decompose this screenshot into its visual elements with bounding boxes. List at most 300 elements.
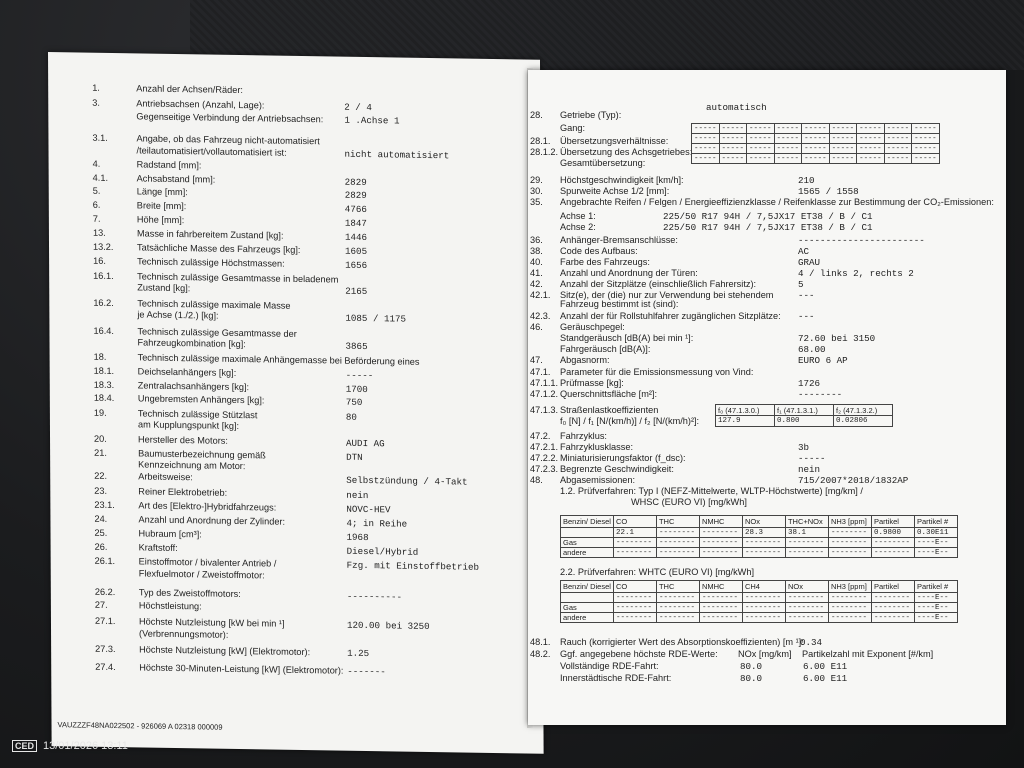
field-number: 27.3. [95, 643, 116, 655]
field-value: 1968 [346, 531, 369, 544]
table-cell: ----- [747, 124, 775, 134]
field-number: 18. [93, 351, 107, 362]
field-number: 3. [92, 97, 100, 108]
field-label: Rauch (korrigierter Wert des Absorptionskoeffizienten) [m ¹]: [560, 637, 804, 647]
table-cell: ----- [802, 144, 830, 154]
field-label: Achsabstand [mm]: [136, 173, 216, 185]
emission-header: CO [613, 516, 656, 528]
field-number: 27.4. [95, 661, 116, 673]
emission-table-whtc [560, 580, 958, 623]
emission-cell: ----E-- [914, 593, 957, 603]
field-value: 1.25 [347, 647, 370, 660]
field-label: Technisch zulässige Höchstmassen: [137, 256, 285, 269]
emission-cell: -------- [828, 603, 871, 613]
table-cell: ----- [692, 134, 720, 144]
field-label: 1.2. Prüfverfahren: Typ I (NEFZ-Mittelwerte, WLTP-Höchstwerte) [mg/km] / [560, 486, 863, 496]
field-label: Ungebremsten Anhängers [kg]: [137, 393, 265, 406]
emission-header: Partikel # [914, 581, 957, 593]
field-number: 36. [530, 235, 543, 245]
emission-cell: -------- [656, 593, 699, 603]
table-cell: ----- [802, 154, 830, 164]
field-label: Prüfmasse [kg]: [560, 378, 624, 388]
field-number: 38. [530, 246, 543, 256]
field-label: Achse 2: [560, 222, 596, 232]
field-value: 1847 [344, 217, 367, 230]
field-label: Code des Aufbaus: [560, 246, 638, 256]
emission-cell: -------- [785, 538, 828, 548]
field-number: 48. [530, 475, 543, 485]
document-footer-id: VAUZZZF48NA022502 - 926069 A 02318 000009 [57, 720, 223, 732]
table-cell: ----- [912, 134, 940, 144]
table-cell: ----- [692, 144, 720, 154]
field-label: Masse in fahrbereitem Zustand [kg]: [136, 228, 284, 241]
field-value: --- [798, 290, 815, 301]
table-cell: ----- [912, 124, 940, 134]
field-value: 4766 [344, 203, 367, 216]
field-label: Technisch zulässige Gesamtmasse in beladenem [137, 271, 339, 285]
field-label: Abgasemissionen: [560, 475, 636, 485]
field-label: Abgasnorm: [560, 355, 610, 365]
field-label: Hersteller des Motors: [137, 434, 228, 446]
field-label: Höchste Nutzleistung [kW bei min ¹] [138, 616, 285, 629]
table-cell: ----- [774, 154, 802, 164]
field-value: ----- [345, 369, 374, 382]
field-label: Antriebsachsen (Anzahl, Lage): [136, 98, 265, 111]
road-load-coefficient-table [715, 404, 893, 427]
emission-cell: andere [561, 613, 614, 623]
field-value: 0.34 [800, 637, 823, 648]
field-number: 35. [530, 197, 543, 207]
field-label: Ggf. angegebene höchste RDE-Werte: [560, 649, 718, 659]
field-value: nein [346, 489, 369, 502]
field-value: ------- [347, 665, 386, 678]
table-cell: ----- [774, 144, 802, 154]
emission-cell: -------- [742, 548, 785, 558]
field-label: am Kupplungspunkt [kg]: [137, 419, 240, 432]
field-value: 1700 [345, 383, 368, 396]
field-label: (Verbrennungsmotor): [139, 628, 229, 640]
field-label: /teilautomatisiert/vollautomatisiert ist: [136, 145, 287, 158]
emission-cell: -------- [656, 528, 699, 538]
field-label: Parameter für die Emissionsmessung von Vind: [560, 367, 754, 377]
field-number: 47.1.3. [530, 405, 559, 415]
field-label: Kennzeichnung am Motor: [138, 459, 246, 472]
field-label: Höchste Nutzleistung [kW] (Elektromotor): [139, 644, 311, 658]
field-value: 2829 [344, 189, 367, 202]
field-number: 16.2. [93, 297, 114, 309]
field-number: 5. [92, 185, 101, 196]
field-value: ----- [798, 453, 826, 464]
field-value: 225/50 R17 94H / 7,5JX17 ET38 / B / C1 [663, 222, 873, 233]
field-label: Geräuschpegel: [560, 322, 625, 332]
field-value: ----------------------- [798, 235, 925, 246]
document-page-right [528, 70, 1006, 725]
emission-cell: -------- [656, 548, 699, 558]
field-number: 24. [94, 513, 108, 524]
table-cell: ----- [829, 154, 857, 164]
emission-header: NOx [742, 516, 785, 528]
emission-header: Benzin/ Diesel [561, 581, 614, 593]
field-value: Fzg. mit Einstoffbetrieb [346, 559, 480, 573]
field-number: 20. [93, 433, 107, 444]
field-label: Technisch zulässige Gesamtmasse der [137, 326, 297, 339]
field-value: 120.00 bei 3250 [346, 619, 430, 633]
field-number: 48.1. [530, 637, 551, 647]
field-label: Anzahl und Anordnung der Türen: [560, 268, 698, 278]
field-number: 18.3. [93, 379, 115, 391]
emission-cell: -------- [785, 603, 828, 613]
field-value: 68.00 [798, 344, 826, 355]
field-number: 16.4. [93, 325, 114, 337]
section-heading: 2.2. Prüfverfahren: WHTC (EURO VI) [mg/kWh] [560, 567, 754, 577]
emission-cell [561, 528, 614, 538]
emission-cell: -------- [871, 613, 914, 623]
field-label: Zustand [kg]: [137, 282, 191, 294]
field-label: Getriebe (Typ): [560, 110, 622, 120]
field-number: 47.2. [530, 431, 551, 441]
field-value: ---------- [346, 590, 402, 603]
field-number: 41. [530, 268, 543, 278]
emission-cell: -------- [699, 593, 742, 603]
field-number: 30. [530, 186, 543, 196]
field-number: 13. [92, 227, 106, 238]
field-label: Technisch zulässige maximale Masse [137, 298, 291, 311]
field-number: 47.1.1. [530, 378, 559, 388]
field-label: Übersetzungsverhältnisse: [560, 136, 669, 146]
field-value: 5 [798, 279, 804, 290]
emission-cell: -------- [613, 603, 656, 613]
field-label: Breite [mm]: [136, 200, 187, 212]
table-cell: ----- [912, 144, 940, 154]
field-number: 42.1. [530, 290, 551, 300]
field-label: Kraftstoff: [138, 542, 178, 554]
field-number: 26.1. [94, 555, 116, 567]
field-label: Technisch zulässige maximale Anhängemasse bei Beförderung eines [137, 352, 420, 367]
emission-header: NH3 [ppm] [828, 516, 871, 528]
field-number: 4. [92, 158, 101, 169]
table-cell: ----- [802, 124, 830, 134]
field-number: 23. [94, 485, 108, 496]
field-value: NOVC-HEV [346, 503, 391, 516]
emission-header: THC [656, 516, 699, 528]
field-label: Höchste 30-Minuten-Leistung [kW] (Elektromotor): [139, 662, 344, 676]
field-number: 47.2.3. [530, 464, 559, 474]
field-number: 42. [530, 279, 543, 289]
field-value: 4 / links 2, rechts 2 [798, 268, 914, 279]
emission-cell: -------- [699, 538, 742, 548]
field-label: Höchstgeschwindigkeit [km/h]: [560, 175, 684, 185]
field-number: 18.4. [93, 392, 115, 404]
field-label: Fahrzeug bestimmt ist (sind): [560, 299, 679, 309]
field-label: Art des [Elektro-]Hybridfahrzeugs: [138, 500, 277, 513]
emission-cell: -------- [742, 603, 785, 613]
field-label: Miniaturisierungsfaktor (f_dsc): [560, 453, 686, 463]
table-cell: ----- [884, 144, 912, 154]
field-label: Sitz(e), der (die) nur zur Verwendung bei stehendem [560, 290, 774, 300]
field-value: 2829 [344, 176, 367, 189]
field-value: Diesel/Hybrid [346, 545, 419, 558]
table-cell: ----- [719, 124, 747, 134]
field-label: Typ des Zweistoffmotors: [138, 587, 241, 600]
emission-cell: -------- [613, 593, 656, 603]
field-number: 6. [92, 199, 101, 210]
emission-header: CH4 [742, 581, 785, 593]
emission-cell: -------- [785, 613, 828, 623]
field-number: 29. [530, 175, 543, 185]
field-value: EURO 6 AP [798, 355, 848, 366]
field-number: 1. [92, 82, 100, 93]
field-number: 27. [94, 599, 108, 610]
field-label: Achse 1: [560, 211, 596, 221]
field-value: 2165 [345, 285, 368, 298]
field-label: Fahrzyklus: [560, 431, 607, 441]
field-value: AC [798, 246, 810, 257]
table-cell: ----- [774, 124, 802, 134]
field-number: 28.1. [530, 136, 551, 146]
field-label: f₀ [N] / f₁ [N/(km/h)] / f₂ [N/(km/h)²]: [560, 416, 700, 426]
field-label: Angebrachte Reifen / Felgen / Energieeffizienzklasse / Reifenklasse zur Bestimmung der CO₂-Emissionen: [560, 197, 994, 207]
field-label: Standgeräusch [dB(A) bei min ¹]: [560, 333, 694, 343]
emission-cell: -------- [699, 613, 742, 623]
table-cell: ----- [829, 124, 857, 134]
emission-cell: -------- [785, 593, 828, 603]
coefficient-header: f₂ (47.1.3.2.) [834, 405, 893, 416]
field-value: 80.0 [740, 673, 763, 684]
emission-cell: -------- [871, 538, 914, 548]
coefficient-value: 0.800 [775, 416, 834, 427]
emission-header: Partikel [871, 516, 914, 528]
field-label: Fahrzyklusklasse: [560, 442, 634, 452]
emission-cell: 38.1 [785, 528, 828, 538]
emission-cell: ----E-- [914, 548, 957, 558]
emission-header: NOx [785, 581, 828, 593]
field-number: 18.1. [93, 365, 115, 377]
field-label: Vollständige RDE-Fahrt: [560, 661, 659, 671]
document-page-left [48, 52, 544, 754]
field-label: Reiner Elektrobetrieb: [138, 486, 228, 498]
field-label: Gang: [560, 123, 586, 133]
table-cell: ----- [884, 154, 912, 164]
field-label: Höchstleistung: [138, 600, 202, 612]
field-label: Fahrgeräusch [dB(A)]: [560, 344, 651, 354]
field-label: Übersetzung des Achsgetriebes: [560, 147, 693, 157]
field-value: 1726 [798, 378, 821, 389]
table-cell: ----- [857, 144, 885, 154]
emission-cell: 28.3 [742, 528, 785, 538]
field-value: 1565 / 1558 [798, 186, 859, 197]
field-number: 16. [93, 255, 106, 266]
field-number: 16.1. [93, 270, 114, 282]
field-label: Spurweite Achse 1/2 [mm]: [560, 186, 670, 196]
table-cell: ----- [829, 134, 857, 144]
emission-header: CO [613, 581, 656, 593]
emission-cell: -------- [828, 548, 871, 558]
table-cell: ----- [719, 134, 747, 144]
emission-cell: -------- [828, 593, 871, 603]
emission-header: THC [656, 581, 699, 593]
table-cell: ----- [829, 144, 857, 154]
field-label: Anzahl der Achsen/Räder: [136, 83, 243, 96]
emission-header: Partikel [871, 581, 914, 593]
field-number: 3.1. [92, 132, 108, 143]
field-value: nein [798, 464, 821, 475]
table-cell: ----- [692, 154, 720, 164]
field-number: 47. [530, 355, 543, 365]
field-number: 4.1. [92, 172, 109, 183]
field-label: Einstoffmotor / bivalenter Antrieb / [138, 556, 277, 569]
field-number: 26. [94, 541, 108, 552]
field-value: 72.60 bei 3150 [798, 333, 876, 344]
emission-cell: ----E-- [914, 538, 957, 548]
field-number: 42.3. [530, 311, 551, 321]
emission-cell: -------- [828, 528, 871, 538]
field-value: 6.00 E11 [803, 661, 848, 672]
table-cell: ----- [884, 124, 912, 134]
emission-header: Benzin/ Diesel [561, 516, 614, 528]
field-value: GRAU [798, 257, 821, 268]
field-label: Tatsächliche Masse des Fahrzeugs [kg]: [136, 242, 301, 255]
coefficient-value: 0.02806 [834, 416, 893, 427]
field-number: 48.2. [530, 649, 551, 659]
field-value: Selbstzündung / 4-Takt [346, 474, 468, 488]
field-value: 80.0 [740, 661, 763, 672]
table-cell: ----- [857, 154, 885, 164]
rde-column-nox: NOx [mg/km] [738, 649, 792, 659]
emission-cell: -------- [613, 613, 656, 623]
field-label: Innerstädtische RDE-Fahrt: [560, 673, 672, 683]
rde-column-particles: Partikelzahl mit Exponent [#/km] [802, 649, 934, 659]
table-cell: ----- [802, 134, 830, 144]
field-number: 40. [530, 257, 543, 267]
emission-cell: -------- [742, 538, 785, 548]
field-value: 3865 [345, 340, 368, 353]
emission-cell: ----E-- [914, 603, 957, 613]
emission-cell: Gas [561, 538, 614, 548]
emission-cell: -------- [871, 603, 914, 613]
emission-header: NH3 [ppm] [828, 581, 871, 593]
field-number: 27.1. [94, 615, 116, 627]
emission-header: NMHC [699, 516, 742, 528]
field-label: Flexfuelmotor / Zweistoffmotor: [138, 568, 265, 581]
field-number: 22. [94, 470, 108, 481]
field-value: 1656 [345, 259, 368, 272]
field-value: 80 [345, 411, 357, 423]
field-label: Begrenzte Geschwindigkeit: [560, 464, 674, 474]
emission-cell: -------- [828, 613, 871, 623]
emission-cell: -------- [613, 548, 656, 558]
field-value: 1 .Achse 1 [344, 114, 400, 127]
emission-header: NMHC [699, 581, 742, 593]
emission-cell: -------- [699, 603, 742, 613]
field-label: Fahrzeugkombination [kg]: [137, 337, 246, 350]
field-number: 47.1.2. [530, 389, 559, 399]
emission-cell: -------- [656, 603, 699, 613]
table-cell: ----- [912, 154, 940, 164]
field-label: Arbeitsweise: [138, 471, 193, 483]
field-label: Anzahl der für Rollstuhlfahrer zugänglichen Sitzplätze: [560, 311, 781, 321]
table-cell: ----- [719, 144, 747, 154]
emission-cell: ----E-- [914, 613, 957, 623]
emission-cell [561, 593, 614, 603]
field-label: Radstand [mm]: [136, 159, 202, 171]
coefficient-header: f₀ (47.1.3.0.) [716, 405, 775, 416]
field-label: Anhänger-Bremsanschlüsse: [560, 235, 678, 245]
field-value: 3b [798, 442, 810, 453]
field-label: Technisch zulässige Stützlast [137, 408, 258, 421]
table-cell: ----- [747, 154, 775, 164]
table-cell: ----- [774, 134, 802, 144]
field-value: AUDI AG [345, 437, 385, 450]
emission-cell: -------- [656, 538, 699, 548]
emission-cell: -------- [699, 528, 742, 538]
emission-cell: -------- [613, 538, 656, 548]
field-label: Zentralachsanhängers [kg]: [137, 380, 250, 393]
emission-cell: -------- [871, 593, 914, 603]
field-label: WHSC (EURO VI) [mg/kWh] [631, 497, 747, 507]
field-value: 6.00 E11 [803, 673, 848, 684]
field-value: 1085 / 1175 [345, 312, 407, 325]
field-value: 750 [345, 396, 363, 408]
table-cell: ----- [857, 134, 885, 144]
field-number: 28.1.2. [530, 147, 559, 157]
emission-cell: Gas [561, 603, 614, 613]
field-number: 47.2.1. [530, 442, 559, 452]
emission-cell: 0.9800 [871, 528, 914, 538]
emission-table-type1 [560, 515, 958, 558]
field-label: Angabe, ob das Fahrzeug nicht-automatisiert [136, 133, 320, 147]
ced-logo: CED [12, 740, 37, 752]
field-number: 21. [94, 447, 107, 458]
table-cell: ----- [719, 154, 747, 164]
field-number: 23.1. [94, 499, 115, 511]
field-number: 26.2. [94, 586, 116, 598]
field-number: 19. [93, 407, 107, 418]
table-cell: ----- [884, 134, 912, 144]
field-value: 2 / 4 [344, 101, 372, 114]
field-number: 47.1. [530, 367, 551, 377]
field-label: Anzahl der Sitzplätze (einschließlich Fahrersitz): [560, 279, 757, 289]
field-value: 225/50 R17 94H / 7,5JX17 ET38 / B / C1 [663, 211, 873, 222]
emission-cell: -------- [699, 548, 742, 558]
gear-ratio-table [691, 123, 940, 164]
emission-cell: -------- [742, 613, 785, 623]
emission-cell: 0.30E11 [914, 528, 957, 538]
photo-timestamp: 13/01/2026 13:11 [43, 740, 128, 752]
emission-cell: -------- [742, 593, 785, 603]
field-value: 1446 [344, 231, 368, 244]
field-label: Gesamtübersetzung: [560, 158, 646, 168]
emission-cell: -------- [656, 613, 699, 623]
field-number: 13.2. [92, 241, 114, 253]
table-cell: ----- [747, 134, 775, 144]
field-value: automatisch [706, 102, 767, 113]
emission-cell: 22.1 [613, 528, 656, 538]
field-label: Straßenlastkoeffizienten [560, 405, 659, 415]
field-label: Hubraum [cm³]: [138, 528, 202, 540]
field-number: 46. [530, 322, 543, 332]
field-label: Farbe des Fahrzeugs: [560, 257, 650, 267]
field-label: Anzahl und Anordnung der Zylinder: [138, 514, 286, 527]
field-label: Höhe [mm]: [136, 214, 185, 226]
field-label: Baumusterbezeichnung gemäß [138, 448, 266, 461]
emission-cell: andere [561, 548, 614, 558]
emission-cell: -------- [828, 538, 871, 548]
field-value: 1605 [344, 245, 368, 258]
emission-cell: -------- [871, 548, 914, 558]
field-value: --- [798, 311, 815, 322]
emission-cell: -------- [785, 548, 828, 558]
field-value: nicht automatisiert [344, 148, 450, 162]
